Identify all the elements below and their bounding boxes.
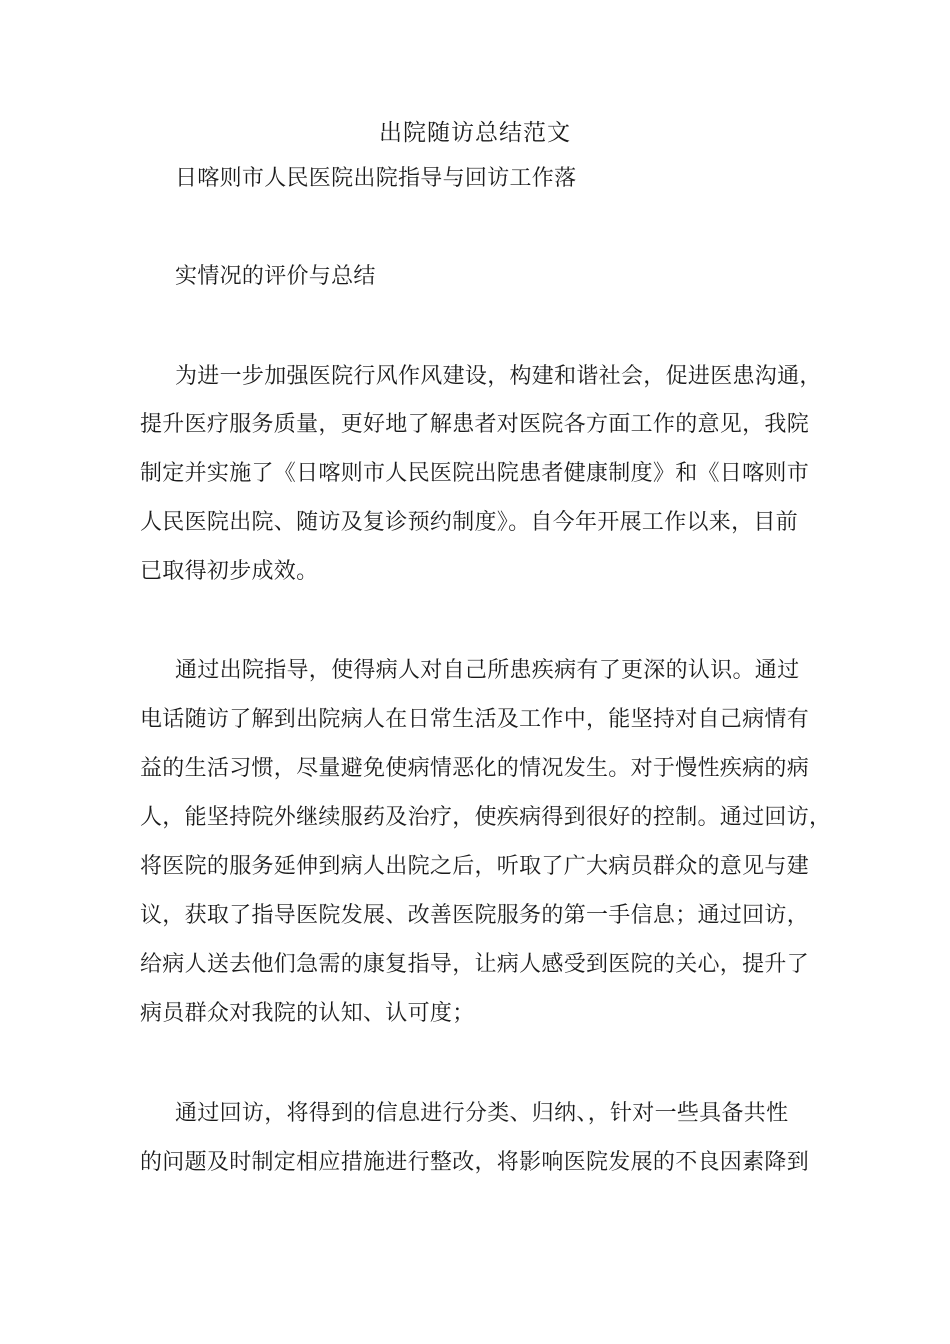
document-title: 出院随访总结范文 [379, 120, 571, 146]
paragraph-2-line-2: 电话随访了解到出院病人在日常生活及工作中，能坚持对自己病情有 [140, 707, 810, 732]
paragraph-3-line-2: 的问题及时制定相应措施进行整改，将影响医院发展的不良因素降到 [140, 1150, 810, 1175]
paragraph-1-line-2: 提升医疗服务质量，更好地了解患者对医院各方面工作的意见，我院 [140, 412, 810, 437]
paragraph-1-line-1: 为进一步加强医院行风作风建设，构建和谐社会，促进医患沟通， [175, 364, 822, 389]
paragraph-2-line-3: 益的生活习惯，尽量避免使病情恶化的情况发生。对于慢性疾病的病 [140, 756, 810, 781]
paragraph-2-line-1: 通过出院指导，使得病人对自己所患疾病有了更深的认识。通过 [175, 658, 800, 683]
paragraph-1-line-3: 制定并实施了《日喀则市人民医院出院患者健康制度》和《日喀则市 [140, 461, 810, 486]
paragraph-2-line-6: 议，获取了指导医院发展、改善医院服务的第一手信息；通过回访， [140, 903, 810, 928]
paragraph-1-line-5: 已取得初步成效。 [140, 559, 319, 584]
paragraph-2-line-7: 给病人送去他们急需的康复指导，让病人感受到医院的关心，提升了 [140, 952, 810, 977]
paragraph-1-line-4: 人民医院出院、随访及复诊预约制度》。自今年开展工作以来，目前 [140, 510, 799, 535]
subtitle-line-2: 实情况的评价与总结 [175, 264, 376, 289]
subtitle-line-1: 日喀则市人民医院出院指导与回访工作落 [175, 166, 577, 191]
paragraph-2-line-5: 将医院的服务延伸到病人出院之后，听取了广大病员群众的意见与建 [140, 854, 810, 879]
paragraph-2-line-8: 病员群众对我院的认知、认可度； [140, 1001, 475, 1026]
paragraph-2-line-4: 人，能坚持院外继续服药及治疗，使疾病得到很好的控制。通过回访， [140, 805, 832, 830]
paragraph-3-line-1: 通过回访，将得到的信息进行分类、归纳、，针对一些具备共性 [175, 1101, 789, 1126]
